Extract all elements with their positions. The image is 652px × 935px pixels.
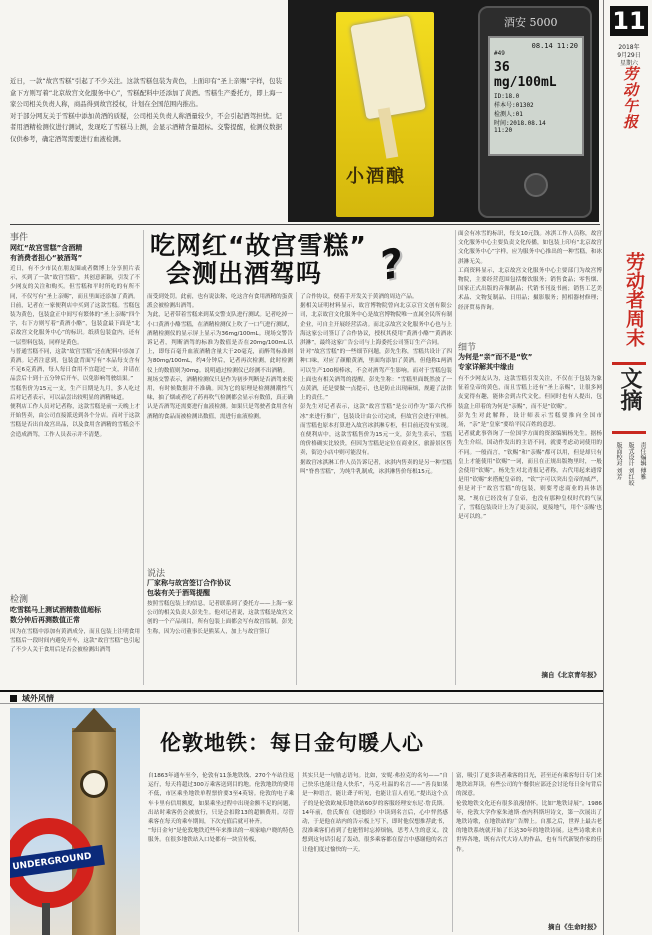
editor-line: 版式设计 刘红皎 bbox=[627, 442, 634, 486]
headline-line-2: 会测出酒驾吗 bbox=[166, 259, 323, 288]
article-column-3: 了合作协议，便着手开发关于黄酒的周边产品。 据相关证明材料显示，故宫博物院曾向北京京宫文创有限公司，北京故宫文化服务中心是故宫博物院唯一直属全民所有制企业，可自主开展经营活动。而北京故宫文化服务中心也与上海这家公司签订了合作协议，授权其使用“黄酒小酪”“黄酒冰淇淋”，最终这家广告公司与上海委托公司签订生产合同。 针对“故宫雪糕”的一些细节问题，彭先生称，雪糕共设计了四种口味，对应了颜酿黄酒，里面均添加了黄酒。但他称1两酒可以生产100根棒冰，不会对酒驾产生影响。而对于雪糕包装上面也有相关酒驾的提醒，彭先生称：“雪糕里面既然放了一点黄酒，还是要做一点提示，也是防止出现麻烦，规避了法律上的责任。” 彭先生对记者表示，这款“故宫雪糕”是公司作为“第六代棒冰”来进行推广，包装设计由公司完成，但故宫会进行审核。而雪糕也原本打算进入故宫冰淇淋专柜，但目前还没有实现。在便利店中，这款雪糕售价为15元一支，彭先生表示，雪糕的价格确实比较贵，但因为雪糕是定位在商业区，旅游景区售卖，街边小店中则可能没有。 据故宫冰淇淋工作人员告诉记者，冰淇内售卖的是另一种雪糕叫“脊兽雪糕”，为纯牛乳制成，冰淇淋售价每根15元。 bbox=[300, 294, 452, 475]
column-name: 劳动者周末 bbox=[623, 252, 645, 347]
intro-box bbox=[10, 76, 282, 220]
device-label: 酒安 5000 bbox=[504, 16, 558, 29]
issue-date: 2018年 bbox=[618, 44, 640, 51]
section-title-detail: 为何是“亲”而不是“钦” 专家详解其中缘由 bbox=[458, 353, 533, 371]
box-text: 小酒酿 bbox=[346, 166, 406, 187]
device-screen bbox=[488, 36, 584, 156]
section-label-detail: 细节 bbox=[458, 343, 477, 353]
top-photo bbox=[288, 0, 599, 222]
section-label-saying: 说法 bbox=[147, 569, 166, 579]
editor-line: 版面校对 刘芳 bbox=[615, 442, 622, 480]
section2-bar bbox=[0, 690, 603, 704]
section-title-test: 吃雪糕马上测试酒精数值超标 数分钟后再测数值正常 bbox=[10, 606, 101, 624]
sign-post bbox=[42, 903, 50, 935]
article-column-4: 面会有冰雪的标识，每支10元钱。冰淇工作人员称，故宫文化服务中心主要负责文化传播，如包装上印有“北京故宫文化服务中心”字样，应为服务中心推出的一种雪糕，和冰淇淋无关。 工商资料显示，北京故宫文化服务中心主要部门为故宫博物院，主要经营范围包括餐饮服务；销售食品；零售烟、国家正式出版的音像制品；代销书刊及书画；销售工艺美术品、文物复制品、日用品；摄影服务；照相器材修理；经济贸易咨询。 bbox=[458, 231, 602, 311]
question-mark-icon: ? bbox=[375, 240, 408, 290]
column-badge bbox=[612, 362, 646, 434]
page-number: 11 bbox=[610, 6, 648, 36]
ice-cream-stick bbox=[378, 107, 399, 158]
screen-line: #49 bbox=[494, 50, 505, 57]
section2-headline: 伦敦地铁：每日金句暖人心 bbox=[160, 731, 424, 755]
column-badge-text: 文摘 bbox=[617, 367, 642, 411]
section2-label: 域外风情 bbox=[22, 694, 54, 703]
article-column-4b: 有不少网友认为，这款雪糕引发关注，不仅在于包装为象征着皇帝的黄色，而且雪糕上还有“圣上亲赐”，让很多网友觉得有趣，能体会到古代文化。但同时也有人提出，包装盒上印着的为何是“亲赐”，而不是“钦赐”。 彭先生对此解释，设计师表示雪糕要推向全国市场，“亲”是“皇家”要给平民百姓的意思。 记者就此事咨询了一位国学方面的资深编辑杨先生。据杨先生介绍，国动作发出的主语不同，就要考虑动词使用的不同。一般而言，“钦赐”和“亲赐”都可以用，但是却只有皇上才能使用“钦赐”一词，而且在正规出版物里时，一般会使用“钦赐”。杨先生对北青报记者称，古代用起来通常是用“钦赐”来搭配皇帝的，“钦”字可以突出皇帝的威严，但是对于“故宫雪糕”的包装，则要考虑商业的具体语境，“现在已经没有了皇帝，也没有那种皇权时代的气氛了，雪糕包装设计上为了更亲民，更接地气，用个‘亲赐’也是可以的。” bbox=[458, 376, 602, 521]
screen-reading: 36 mg/100mL bbox=[494, 60, 557, 90]
screen-line: 检测人:01 bbox=[494, 111, 523, 118]
square-bullet-icon bbox=[10, 695, 17, 702]
section2-column-2: 其实只是一句励志语句。比如，安妮·弗拉克的名句——“自己快乐也能让他人快乐”，马克·吐温的名言——“善良如果是一种语言，能让聋子听见，也能让盲人看见。”提出这个点子的是伦敦欧城乐地铁站60岁的客服经理安东尼·詹氏斯。14年前，詹氏斯在《迪德经》中读到名言后，心中怦然感动，于是他在站内的告示板上写下，即时他仅想推荐此书，没准乘客们看到了也能暂时忘掉烦恼，思考人生的意义。没想到这句话引起了轰动，很多乘客都在留言中感谢他的名言让他们度过愉快的一天。 bbox=[302, 773, 448, 853]
issue-weekday: 星期六 bbox=[619, 60, 638, 67]
screen-line: 时间:2018.08.14 bbox=[494, 120, 546, 127]
screen-line: 样本号:01302 bbox=[494, 102, 534, 109]
device-button bbox=[524, 173, 548, 197]
article-column-1: 近日，有不少市民在朋友圈或者微博上分享照片表示，买到了一款“故宫雪糕”，其创意新颖，引发了不少网友的关注和购买。但雪糕和平时所吃的有所不同，不仅写有“圣上亲赐”，而且里面还添加了黄酒。 日前，记者在一家便利店中买到了这款雪糕。雪糕包装为黄色，包装盒正中间写有繁体的“圣上亲赐”四个字，右下方则写着“黄酒小酪”，包装盒最下面是“北京故宫文化服务中心”的标识。纸质包装盒内，还有一层塑料包装，同样是黄色。 与普通雪糕不同，这款“故宫雪糕”还在配料中添加了黄酒。记者注意到，包装盒背面写有“本品每支含有不足6克黄酒，每人每日食用不宜超过一支，并请在品尝后十到十五分钟后开车，以免影响驾驶结果。” 雪糕售价为15元一支，生产日期是九月，多人吃过后对记者表示，可以品尝出较明显的酒精味道。 便利店工作人员对记者称，这款雪糕是前一天晚上才开始售卖，由公司直接派送到各个分店。而对于这款雪糕是否出自故宫出品，以及食用含酒精的雪糕会不会造成酒驾，工作人员表示并不清楚。 bbox=[10, 266, 140, 438]
article-column-1b: 因为在雪糕中添加有黄酒成分，而且包装上注明食用雪糕后一段时间内避免开车，这款“故宫雪糕”也引起了不少人关于食用后是否会被检测出酒驾 bbox=[10, 629, 140, 654]
masthead bbox=[606, 0, 652, 935]
underground-sign-text: UNDERGROUND bbox=[11, 851, 93, 873]
section-title-event: 网红“故宫雪糕”含酒精 有消费者担心“被酒驾” bbox=[10, 244, 83, 262]
london-photo bbox=[10, 708, 140, 935]
section2-column-1: 自1863年通车至今，伦敦有11条地铁线、270个车站往返运行，每天将超过300万乘客送到目的地。伦敦地铁的费用不低，市区乘坐地铁单程票价要3至4英镑。伦敦的电子乘车卡里有信用额度，如果乘坐过程中出现金额不足的问题，出站时乘客仍会被放行，只是会扣除13的超额费用。尽管乘客在每天的乘车期间，下次充值后就可补齐。 “每日金句”是伦敦地铁近些年来推出的一项家喻户晓的特色服务。在很多地铁站入口处都有一块宣传板， bbox=[148, 773, 294, 844]
intro-text: 近日，一款“故宫雪糕”引起了不少关注。这款雪糕包装为黄色，上面印有“圣上亲赐”字样，包装盒下方则写着“北京故宫文化服务中心”，雪糕配料中还添加了黄酒。雪糕生产委托方，即上海一家公司相关负责人称，商品得到故宫授权，计划在全国范围内推出。 对于部分网友关于雪糕中添加黄酒的质疑，公司相关负责人称酒量较少，不会引起酒驾担忧。记者用酒精检测仪进行测试，发现吃了雪糕马上测，会显示酒精含量超标。交警提醒，检测仪数据仅供参考，确定酒驾需要进行血液检测。 bbox=[10, 77, 282, 143]
clock-face-icon bbox=[80, 770, 108, 798]
section2-source: 摘自《生命时报》 bbox=[548, 923, 600, 931]
section-label-test: 检测 bbox=[10, 595, 29, 605]
issue-date-day: 9月29日 bbox=[617, 52, 641, 59]
editor-credits bbox=[612, 442, 648, 512]
calligraphy-logo: 劳动午报 bbox=[621, 66, 639, 130]
screen-line: ID:18.0 bbox=[494, 93, 520, 100]
article-column-2b: 按照雪糕包装上的信息，记者联系到了委托方——上海一家公司的相关负责人彭先生。他对记者说，这款雪糕是故宫文创的一个产品项目，所有包装上面都会写有故宫监制。彭先生称，因为公司董事长是熊某人，加上与故宫签订 bbox=[147, 601, 293, 635]
ice-cream-box bbox=[336, 12, 434, 217]
section-label-event: 事件 bbox=[10, 233, 29, 243]
ice-cream-bar bbox=[350, 16, 426, 120]
main-headline bbox=[150, 232, 450, 290]
section2-column-3: 富，吸引了更多读者乘客的目光，甚至还有乘客每日专门来地铁站拜读。有些公司的午餐供应部还会讨论每日金句背后的深意。 伦敦地铁文化还有很多浪漫情怀。比如“地铁诗展”。1986年，伦敦大学作家朱迪斯·查内科斯坦诗文，第一次展出了地铁诗歌，在地铁站的广告牌上。自那之后，世界上最古老的地铁系统就开始了长达30年的地铁诗展。这些诗歌来自世界各地，既有古代大诗人的作品，也有当代新锐作家的佳作。 bbox=[456, 773, 602, 853]
tower-spire bbox=[72, 708, 116, 732]
article-column-2: 而受到处罚。此前，也有说法称，吃这含有食用酒精的蛋黄派会被检测出酒驾。 为此，记者带着雪糕来到某交警支队进行测试。记者吃掉一小口黄酒小酪雪糕，在酒精检测仪上吹了一口气进行测试，酒精检测仪的显示屏上显示为36mg/100mL。现场交警告诉记者，判断酒驾的标准为数值是否在20mg/100mL以上，即每百毫升血液酒精含量大于20毫克，而醉驾标准则为80mg/100mL，约4分钟后，记者再次检测，此时检测仪上的数值则为0mg。说明通过检测仪已经测不出酒精。 现场交警表示，酒精检测仪只是作为初步判断是否酒驾来使用，有时候数据并不准确。因为它的原理是检测测潮性气味，抽了烟或者吃了药再吹气检测都会显示有数值，真正确认是否酒驾还需要进行血液检测。如果只是驾驶者食用含有酒精的食品而被检测出数值，需进行血液检测。 bbox=[147, 294, 293, 420]
screen-line: 11:20 bbox=[494, 127, 513, 134]
headline-line-1: 吃网红“故宫雪糕” bbox=[150, 231, 367, 260]
source-credit: 摘自《北京青年报》 bbox=[541, 671, 600, 679]
editor-line: 责任编辑 傅雅 bbox=[639, 442, 646, 480]
alcohol-tester bbox=[478, 6, 592, 218]
screen-line: 08.14 11:20 bbox=[531, 42, 578, 50]
section-title-saying: 厂家称与故宫签订合作协议 包装有关于酒驾提醒 bbox=[147, 579, 231, 597]
